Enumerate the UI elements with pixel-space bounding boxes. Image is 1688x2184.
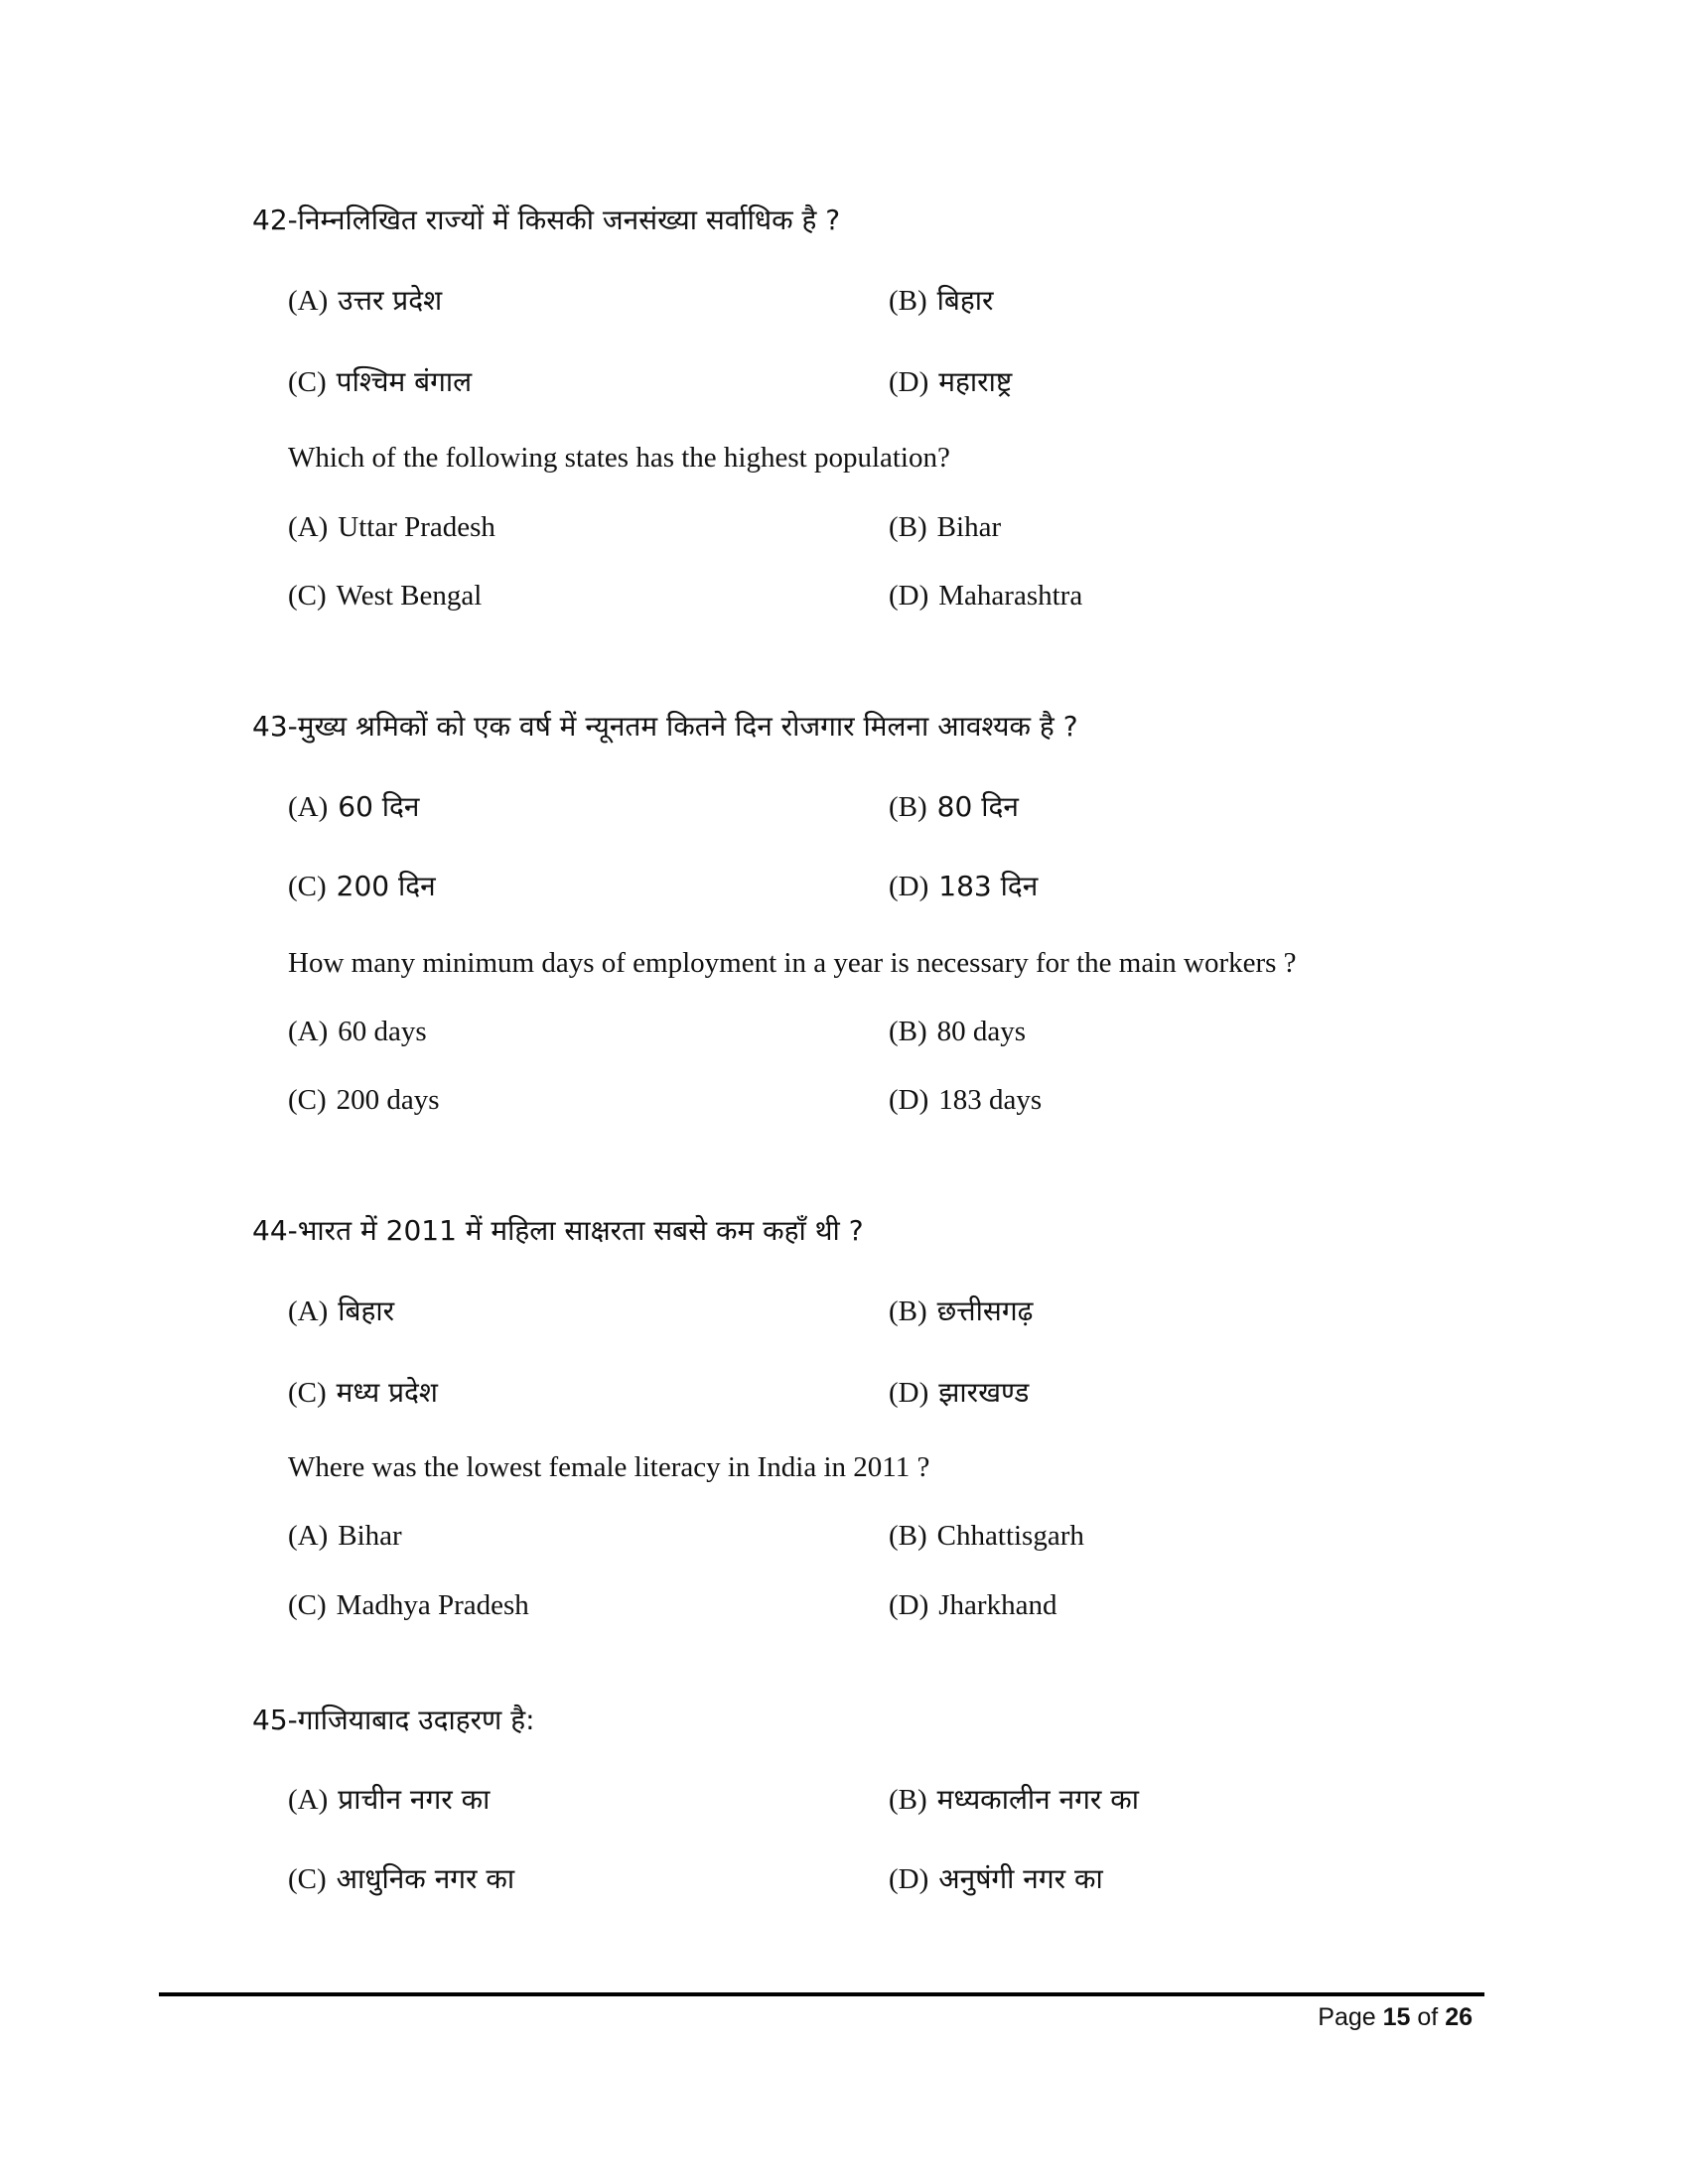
option-hindi-text: उत्तर प्रदेश <box>338 284 443 317</box>
footer-rule <box>159 1992 1484 1996</box>
option-label: (A) <box>288 1016 329 1047</box>
option-hindi <box>889 1376 1029 1410</box>
question-hindi <box>252 710 1078 744</box>
option-english-text: Bihar <box>338 1520 402 1552</box>
option-english-text: Maharashtra <box>938 580 1083 612</box>
option-label: (A) <box>288 1784 329 1816</box>
option-label: (B) <box>889 1016 927 1047</box>
option-label: (A) <box>288 285 329 317</box>
option-label: (A) <box>288 1296 329 1327</box>
option-label: (B) <box>889 791 927 823</box>
option-label: (D) <box>889 1084 929 1116</box>
option-hindi-text: महाराष्ट्र <box>938 365 1013 398</box>
option-english <box>889 579 1082 613</box>
option-label: (A) <box>288 511 329 543</box>
option-hindi <box>889 1295 1033 1328</box>
option-hindi <box>288 365 472 399</box>
option-label: (C) <box>288 366 327 398</box>
question-hindi-text: 42-निम्नलिखित राज्यों में किसकी जनसंख्या सर्वाधिक है ? <box>252 204 841 236</box>
option-hindi <box>288 790 419 824</box>
option-hindi-text: 80 दिन <box>936 790 1019 823</box>
option-english <box>889 1588 1056 1622</box>
option-english-text: Madhya Pradesh <box>336 1589 529 1621</box>
option-label: (B) <box>889 511 927 543</box>
question-english <box>288 946 1297 980</box>
option-english <box>889 1519 1084 1553</box>
option-hindi <box>889 365 1012 399</box>
option-english-text: 200 days <box>336 1084 440 1116</box>
option-hindi-text: 200 दिन <box>336 870 436 902</box>
option-english <box>889 510 1001 544</box>
question-hindi-text: 45-गाजियाबाद उदाहरण है: <box>252 1704 535 1736</box>
total-pages: 26 <box>1445 2003 1473 2031</box>
option-hindi-text: 60 दिन <box>338 790 420 823</box>
option-english <box>288 1588 529 1622</box>
option-hindi-text: प्राचीन नगर का <box>338 1783 491 1816</box>
question-hindi <box>252 1704 535 1737</box>
option-hindi <box>288 1295 394 1328</box>
option-label: (C) <box>288 1377 327 1409</box>
option-english <box>889 1083 1042 1117</box>
option-label: (C) <box>288 1589 327 1621</box>
option-english <box>288 510 495 544</box>
question-english-text: Where was the lowest female literacy in India in 2011 ? <box>288 1451 930 1483</box>
option-hindi-text: अनुषंगी नगर का <box>938 1862 1103 1895</box>
option-english <box>889 1015 1026 1048</box>
option-label: (C) <box>288 1863 327 1895</box>
option-label: (C) <box>288 871 327 902</box>
option-label: (D) <box>889 580 929 612</box>
option-english <box>288 1083 440 1117</box>
option-hindi-text: 183 दिन <box>938 870 1039 902</box>
option-english-text: Chhattisgarh <box>936 1520 1084 1552</box>
option-english-text: 183 days <box>938 1084 1043 1116</box>
current-page: 15 <box>1382 2003 1411 2031</box>
question-english-text: How many minimum days of employment in a year is necessary for the main workers ? <box>288 947 1297 979</box>
option-hindi-text: पश्चिम बंगाल <box>336 365 473 398</box>
option-hindi-text: झारखण्ड <box>938 1376 1030 1409</box>
option-hindi <box>288 284 442 318</box>
option-label: (D) <box>889 1589 929 1621</box>
option-label: (A) <box>288 1520 329 1552</box>
question-hindi-text: 44-भारत में 2011 में महिला साक्षरता सबसे कम कहाँ थी ? <box>252 1214 864 1247</box>
option-english <box>288 1015 427 1048</box>
page-of: of <box>1410 2003 1446 2031</box>
option-label: (D) <box>889 366 929 398</box>
question-english <box>288 1450 929 1484</box>
option-hindi-text: मध्य प्रदेश <box>336 1376 438 1409</box>
question-english-text: Which of the following states has the highest population? <box>288 442 950 474</box>
question-hindi <box>252 1214 864 1248</box>
option-english-text: West Bengal <box>336 580 483 612</box>
option-hindi <box>288 870 436 903</box>
page-number <box>1318 2003 1473 2032</box>
option-label: (B) <box>889 1784 927 1816</box>
option-english-text: Bihar <box>936 511 1002 543</box>
option-english <box>288 1519 402 1553</box>
question-hindi-text: 43-मुख्य श्रमिकों को एक वर्ष में न्यूनतम कितने दिन रोजगार मिलना आवश्यक है ? <box>252 710 1078 743</box>
page-prefix: Page <box>1318 2003 1383 2031</box>
option-label: (B) <box>889 285 927 317</box>
option-hindi <box>889 1783 1139 1817</box>
option-hindi <box>889 790 1019 824</box>
option-english-text: Jharkhand <box>938 1589 1057 1621</box>
option-hindi <box>288 1862 514 1896</box>
option-english-text: 60 days <box>338 1016 427 1047</box>
option-label: (D) <box>889 871 929 902</box>
option-hindi <box>889 870 1038 903</box>
option-label: (B) <box>889 1296 927 1327</box>
option-label: (C) <box>288 580 327 612</box>
option-english <box>288 579 482 613</box>
option-english-text: Uttar Pradesh <box>338 511 495 543</box>
option-hindi <box>288 1376 438 1410</box>
option-label: (A) <box>288 791 329 823</box>
question-english <box>288 441 950 475</box>
option-hindi <box>889 284 993 318</box>
option-hindi-text: बिहार <box>936 284 994 317</box>
option-label: (B) <box>889 1520 927 1552</box>
option-label: (C) <box>288 1084 327 1116</box>
option-label: (D) <box>889 1863 929 1895</box>
option-hindi-text: आधुनिक नगर का <box>336 1862 515 1895</box>
option-label: (D) <box>889 1377 929 1409</box>
option-hindi-text: मध्यकालीन नगर का <box>936 1783 1140 1816</box>
option-hindi-text: छत्तीसगढ़ <box>936 1295 1034 1327</box>
question-hindi <box>252 204 840 237</box>
option-hindi-text: बिहार <box>338 1295 395 1327</box>
option-english-text: 80 days <box>936 1016 1027 1047</box>
option-hindi <box>288 1783 490 1817</box>
option-hindi <box>889 1862 1103 1896</box>
